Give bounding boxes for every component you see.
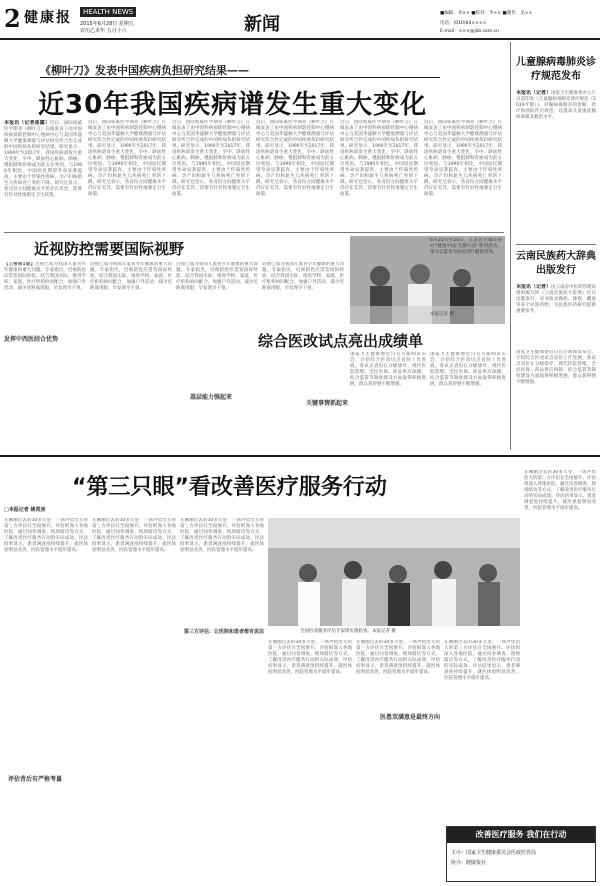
footer-title: 改善医疗服务 我们在行动 [447,827,595,843]
section4-col5: 在刚刚过去的30多天里，一场声势浩大的第三方评估在全国展开。评估组深入各地医院，通过问卷调查、现场暗访等方式，了解改善医疗服务行动的实际成效。评估结果显示，患者满意度持续提升，就医体验明显改善，医院管理水平稳步提高。 [356,640,440,675]
lead-body-col6: 近日，国际权威医学期刊《柳叶刀》在线发表了由中国疾病预防控制中心慢病中心与美国华盛顿大学健康测量与评估研究所合作完成的中国疾病负担研究结果。研究显示，1990年至2017年，我国疾病谱发生重大变化，卒中、缺血性心脏病、肺癌、慢阻肺和肝癌成为前五位死因。与1990年相比，中国居民期望寿命显著提高，主要由于传染性疾病、孕产妇和新生儿疾病死亡率的下降。研究还显示，各省份之间健康水平仍存在差异，需要有针对性地制定卫生政策。 [424,120,502,197]
section2-sub2: 基层能力强起来 [190,394,233,401]
date-line1: 2015年6月28日 星期五 [80,21,134,27]
lead-body-col5: 近日，国际权威医学期刊《柳叶刀》在线发表了由中国疾病预防控制中心慢病中心与美国华盛顿大学健康测量与评估研究所合作完成的中国疾病负担研究结果。研究显示，1990年至2017年，我国疾病谱发生重大变化，卒中、缺血性心脏病、肺癌、慢阻肺和肝癌成为前五位死因。与1990年相比，中国居民期望寿命显著提高，主要由于传染性疾病、孕产妇和新生儿疾病死亡率的下降。研究还显示，各省份之间健康水平仍存在差异，需要有针对性地制定卫生政策。 [340,120,418,197]
section2-headline: 近视防控需要国际视野 [34,240,185,258]
section3-col1: 国家卫生健康委近日召开新闻发布会，介绍综合医改试点省份工作进展。各试点省份在分级诊疗、现代医院管理、全民医保、药品供应保障、综合监管等制度建设方面取得积极进展，群众获得感不断增强。 [350,352,426,387]
section4-col4: 在刚刚过去的30多天里，一场声势浩大的第三方评估在全国展开。评估组深入各地医院，通过问卷调查、现场暗访等方式，了解改善医疗服务行动的实际成效。评估结果显示，患者满意度持续提升，就医体验明显改善，医院管理水平稳步提高。 [268,640,352,675]
masthead-rule [0,38,600,40]
photo1-caption: 6月25日至26日，江苏省无锡市举办“健康中国·无锡行动”系列活动。图为志愿者为居民进行健康咨询。 [430,238,502,255]
section4-col1: 在刚刚过去的30多天里，一场声势浩大的第三方评估在全国展开。评估组深入各地医院，通过问卷调查、现场暗访等方式，了解改善医疗服务行动的实际成效。评估结果显示，患者满意度持续提升，就医体验明显改善，医院管理水平稳步提高。 [4,518,88,553]
lead-headline: 近30年我国疾病谱发生重大变化 [38,90,428,120]
lead-body-col3: 近日，国际权威医学期刊《柳叶刀》在线发表了由中国疾病预防控制中心慢病中心与美国华盛顿大学健康测量与评估研究所合作完成的中国疾病负担研究结果。研究显示，1990年至2017年，我国疾病谱发生重大变化，卒中、缺血性心脏病、肺癌、慢阻肺和肝癌成为前五位死因。与1990年相比，中国居民期望寿命显著提高，主要由于传染性疾病、孕产妇和新生儿疾病死亡率的下降。研究还显示，各省份之间健康水平仍存在差异，需要有针对性地制定卫生政策。 [172,120,250,197]
english-name: HEALTH NEWS [80,7,136,17]
side1-body: 本报讯（记者）国家卫生健康委办公厅日前印发《儿童腺病毒肺炎诊疗规范（2019年版）》，对腺病毒肺炎的诊断、治疗和预防作出规范，以提高儿童重症腺病毒肺炎救治水平。 [516,90,596,120]
lead-kicker: 《柳叶刀》发表中国疾病负担研究结果—— [40,64,249,77]
section-title: 新闻 [244,14,280,35]
side2-byline: 本报讯（记者） [516,284,552,290]
section3-col2: 国家卫生健康委近日召开新闻发布会，介绍综合医改试点省份工作进展。各试点省份在分级诊疗、现代医院管理、全民医保、药品供应保障、综合监管等制度建设方面取得积极进展，群众获得感不断增强。 [430,352,506,387]
photo2-caption: 全国医改服务评估专家组实地检查。本报记者 摄 [300,629,396,634]
inspection-photo [268,518,520,626]
section4-col6: 在刚刚过去的30多天里，一场声势浩大的第三方评估在全国展开。评估组深入各地医院，通过问卷调查、现场暗访等方式，了解改善医疗服务行动的实际成效。评估结果显示，患者满意度持续提升，就医体验明显改善，医院管理水平稳步提高。 [444,640,520,681]
section4-col2: 在刚刚过去的30多天里，一场声势浩大的第三方评估在全国展开。评估组深入各地医院，通过问卷调查、现场暗访等方式，了解改善医疗服务行动的实际成效。评估结果显示，患者满意度持续提升，就医体验明显改善，医院管理水平稳步提高。 [92,518,176,553]
section2-label: 【上接第1版】 [4,262,36,267]
section2-rule [4,232,504,233]
photo1-credit: 本报记者 摄 [430,312,454,317]
section4-rule [0,455,600,457]
section4-headline: “第三只眼”看改善医疗服务行动 [72,475,387,500]
section3-headline: 综合医改试点亮出成绩单 [258,332,424,350]
section2-sub1: 发挥中西医结合优势 [4,336,59,343]
side2-body: 本报讯（记者）由云南省中医药管理局组织编写的《云南民族药大辞典》近日出版发行。该书收录彝族、傣族、藏族等多个民族药物，为民族医药研究提供重要参考。 [516,284,596,314]
lead-byline: 本报讯（记者崔露） [4,120,50,126]
right-column-divider [510,42,511,450]
editors-line: ■编辑：李×× ■校对：李×× ■制作：吴×× [440,11,533,16]
side1-title: 儿童腺病毒肺炎诊疗规范发布 [516,57,596,82]
page-number: 2 [4,4,21,33]
masthead [0,0,600,40]
inspection-photo-art [268,518,520,626]
paper-name: 健康报 [24,10,72,26]
side-divider [516,244,596,245]
lead-body-col4: 近日，国际权威医学期刊《柳叶刀》在线发表了由中国疾病预防控制中心慢病中心与美国华盛顿大学健康测量与评估研究所合作完成的中国疾病负担研究结果。研究显示，1990年至2017年，我国疾病谱发生重大变化，卒中、缺血性心脏病、肺癌、慢阻肺和肝癌成为前五位死因。与1990年相比，中国居民期望寿命显著提高，主要由于传染性疾病、孕产妇和新生儿疾病死亡率的下降。研究还显示，各省份之间健康水平仍存在差异，需要有针对性地制定卫生政策。 [256,120,334,197]
footer-line2: 协办：健康报社 [451,860,487,866]
section2-col3: 近视已成为我国儿童青少年健康的重大问题。专家指出，近视防控应借鉴国际经验，结合我国实际，推进学校、家庭、医疗机构协同配合，加强户外活动，减少近距离用眼，早发现早干预。 [176,262,258,291]
section4-byline: □本报记者 姚常房 [4,507,46,513]
footer-line1: 主办：国家卫生健康委员会医政医管局 [451,850,537,856]
section4-sub1: 评估背后有严格考量 [8,776,63,783]
section4-col3: 在刚刚过去的30多天里，一场声势浩大的第三方评估在全国展开。评估组深入各地医院，通过问卷调查、现场暗访等方式，了解改善医疗服务行动的实际成效。评估结果显示，患者满意度持续提升，就医体验明显改善，医院管理水平稳步提高。 [180,518,264,553]
date-line2: 农历乙未年 五月十六 [80,28,127,34]
section2-col2: 近视已成为我国儿童青少年健康的重大问题。专家指出，近视防控应借鉴国际经验，结合我国实际，推进学校、家庭、医疗机构协同配合，加强户外活动，减少近距离用眼，早发现早干预。 [90,262,172,291]
section4-col7: 在刚刚过去的30多天里，一场声势浩大的第三方评估在全国展开。评估组深入各地医院，通过问卷调查、现场暗访等方式，了解改善医疗服务行动的实际成效。评估结果显示，患者满意度持续提升，就医体验明显改善，医院管理水平稳步提高。 [524,470,596,511]
section3-sub1: 关键事情抓起来 [306,400,349,407]
lead-body-col2: 近日，国际权威医学期刊《柳叶刀》在线发表了由中国疾病预防控制中心慢病中心与美国华盛顿大学健康测量与评估研究所合作完成的中国疾病负担研究结果。研究显示，1990年至2017年，我国疾病谱发生重大变化，卒中、缺血性心脏病、肺癌、慢阻肺和肝癌成为前五位死因。与1990年相比，中国居民期望寿命显著提高，主要由于传染性疾病、孕产妇和新生儿疾病死亡率的下降。研究还显示，各省份之间健康水平仍存在差异，需要有针对性地制定卫生政策。 [88,120,166,197]
email-line: E-mail：×××@jkb.com.cn [440,29,499,34]
section4-sub2: 第三方评估：让医院和患者都有说法 [184,629,265,635]
section2-col4: 近视已成为我国儿童青少年健康的重大问题。专家指出，近视防控应借鉴国际经验，结合我国实际，推进学校、家庭、医疗机构协同配合，加强户外活动，减少近距离用眼，早发现早干预。 [262,262,344,291]
side2-title: 云南民族药大辞典出版发行 [516,251,596,276]
section4-sub3: 医患双满意是最终方向 [380,714,441,721]
lead-body-col1: 本报讯（记者崔露）近日，国际权威医学期刊《柳叶刀》在线发表了由中国疾病预防控制中心慢病中心与美国华盛顿大学健康测量与评估研究所合作完成的中国疾病负担研究结果。研究显示，1990年至2017年，我国疾病谱发生重大变化，卒中、缺血性心脏病、肺癌、慢阻肺和肝癌成为前五位死因。与1990年相比，中国居民期望寿命显著提高，主要由于传染性疾病、孕产妇和新生儿疾病死亡率的下降。研究还显示，各省份之间健康水平仍存在差异，需要有针对性地制定卫生政策。 [4,120,82,198]
side1-byline: 本报讯（记者） [516,90,552,96]
section2-col1: 【上接第1版】近视已成为我国儿童青少年健康的重大问题。专家指出，近视防控应借鉴国际经验，结合我国实际，推进学校、家庭、医疗机构协同配合，加强户外活动，减少近距离用眼，早发现早干预。 [4,262,86,291]
kicker-rule [40,77,440,78]
right-lower-col: 国家卫生健康委近日召开新闻发布会，介绍综合医改试点省份工作进展。各试点省份在分级诊疗、现代医院管理、全民医保、药品供应保障、综合监管等制度建设方面取得积极进展，群众获得感不断增强。 [516,350,596,385]
phone-line: 电话：(010)64×××× [440,21,487,26]
footer-box [446,826,596,882]
